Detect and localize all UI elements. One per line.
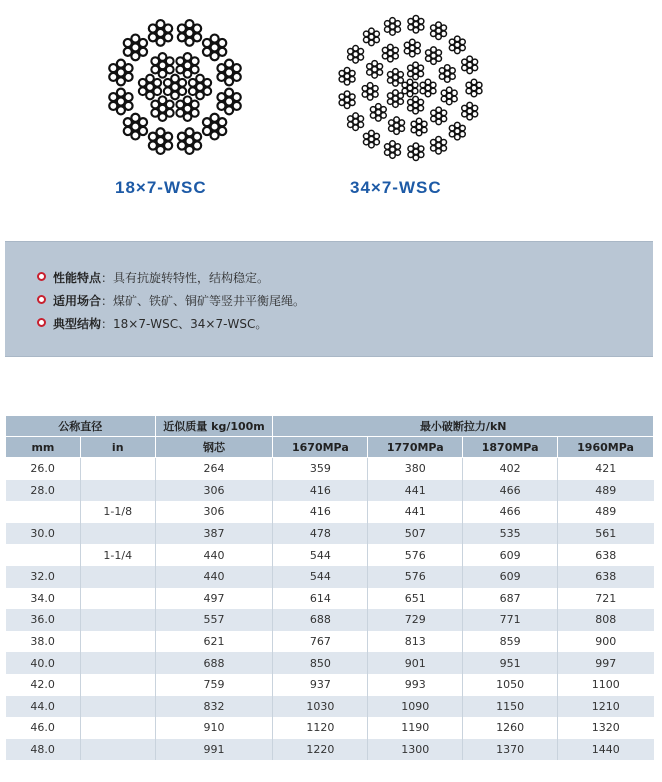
table-row	[6, 652, 654, 674]
rope-caption-18x7: 18×7-WSC	[115, 178, 207, 197]
outer-strand	[449, 122, 465, 140]
table-row	[6, 717, 654, 739]
feature-performance	[53, 269, 269, 286]
header-grade-1870: 1870MPa	[463, 437, 558, 458]
outer-strand	[178, 128, 201, 154]
table-cell: 901	[368, 652, 463, 674]
table-cell	[80, 609, 155, 631]
table-cell: 609	[463, 544, 558, 566]
table-cell: 34.0	[6, 588, 81, 610]
outer-strand	[466, 79, 482, 97]
table-cell: 1-1/4	[80, 544, 155, 566]
table-cell: 264	[155, 458, 273, 480]
table-cell	[80, 566, 155, 588]
table-cell: 1260	[463, 717, 558, 739]
middle-strand	[411, 118, 427, 136]
table-cell: 991	[155, 739, 273, 761]
table-cell: 850	[273, 652, 368, 674]
inner-strand	[189, 75, 211, 100]
table-cell: 46.0	[6, 717, 81, 739]
table-cell: 832	[155, 696, 273, 718]
table-cell: 26.0	[6, 458, 81, 480]
table-cell: 688	[273, 609, 368, 631]
feature-label: 适用场合	[53, 294, 102, 308]
table-row	[6, 609, 654, 631]
header-steel-core: 钢芯	[155, 437, 273, 458]
header-grade-1770: 1770MPa	[368, 437, 463, 458]
table-row	[6, 480, 654, 502]
table-cell: 910	[155, 717, 273, 739]
inner-strand	[176, 96, 198, 121]
outer-strand	[217, 89, 240, 115]
inner-strand	[387, 90, 403, 108]
table-row	[6, 458, 654, 480]
table-cell: 900	[558, 631, 654, 653]
table-cell	[80, 717, 155, 739]
header-weight: 近似质量 kg/100m	[155, 416, 273, 437]
table-cell: 576	[368, 566, 463, 588]
table-cell: 440	[155, 566, 273, 588]
outer-strand	[363, 28, 379, 46]
table-cell: 1100	[558, 674, 654, 696]
outer-strand	[217, 60, 240, 86]
outer-strand	[462, 102, 478, 120]
table-cell: 489	[558, 480, 654, 502]
table-cell	[6, 501, 81, 523]
table-cell: 1-1/8	[80, 501, 155, 523]
bullet-icon	[37, 318, 46, 327]
bullet-icon	[37, 295, 46, 304]
middle-strand	[439, 65, 455, 83]
table-cell	[80, 739, 155, 761]
outer-strand	[124, 114, 147, 140]
inner-strand	[408, 96, 424, 114]
middle-strand	[370, 104, 386, 122]
table-row	[6, 544, 654, 566]
outer-strand	[149, 20, 172, 46]
table-cell: 721	[558, 588, 654, 610]
rope-caption-34x7: 34×7-WSC	[350, 178, 442, 197]
table-cell: 544	[273, 544, 368, 566]
rope-18x7-wsc-cross-section	[90, 5, 260, 170]
inner-strand	[151, 53, 173, 78]
table-cell: 380	[368, 458, 463, 480]
core-strand	[402, 79, 418, 97]
table-cell: 576	[368, 544, 463, 566]
middle-strand	[426, 47, 442, 65]
table-cell: 440	[155, 544, 273, 566]
table-cell	[80, 458, 155, 480]
rope-34x7-wsc-cross-section	[325, 8, 495, 173]
outer-strand	[339, 67, 355, 85]
table-cell	[80, 674, 155, 696]
table-cell: 638	[558, 544, 654, 566]
table-cell: 638	[558, 566, 654, 588]
inner-strand	[151, 96, 173, 121]
table-cell: 609	[463, 566, 558, 588]
middle-strand	[362, 83, 378, 101]
header-grade-1670: 1670MPa	[273, 437, 368, 458]
table-cell: 359	[273, 458, 368, 480]
outer-strand	[339, 91, 355, 109]
table-cell: 416	[273, 480, 368, 502]
outer-strand	[348, 46, 364, 64]
table-cell: 1120	[273, 717, 368, 739]
table-cell	[6, 544, 81, 566]
table-cell: 42.0	[6, 674, 81, 696]
table-cell: 937	[273, 674, 368, 696]
table-cell	[80, 631, 155, 653]
middle-strand	[389, 117, 405, 135]
table-header-row	[6, 416, 654, 437]
table-cell: 466	[463, 501, 558, 523]
table-cell: 1320	[558, 717, 654, 739]
outer-strand	[203, 35, 226, 61]
outer-strand	[385, 18, 401, 36]
outer-strand	[124, 35, 147, 61]
feature-application	[53, 292, 305, 309]
middle-strand	[382, 44, 398, 62]
table-cell: 651	[368, 588, 463, 610]
middle-strand	[404, 39, 420, 57]
feature-text: ：18×7-WSC、34×7-WSC。	[101, 317, 268, 331]
outer-strand	[348, 113, 364, 131]
table-body	[6, 458, 654, 761]
table-cell: 441	[368, 480, 463, 502]
table-subheader-row	[6, 437, 654, 458]
inner-strand	[408, 62, 424, 80]
core-strand	[164, 75, 186, 100]
table-cell: 466	[463, 480, 558, 502]
table-cell: 1370	[463, 739, 558, 761]
table-cell: 32.0	[6, 566, 81, 588]
table-cell: 507	[368, 523, 463, 545]
table-cell: 813	[368, 631, 463, 653]
table-cell: 997	[558, 652, 654, 674]
table-cell: 1050	[463, 674, 558, 696]
table-row	[6, 631, 654, 653]
table-cell: 387	[155, 523, 273, 545]
outer-strand	[178, 20, 201, 46]
outer-strand	[431, 137, 447, 155]
table-cell: 497	[155, 588, 273, 610]
bullet-icon	[37, 272, 46, 281]
outer-strand	[431, 22, 447, 40]
feature-label: 性能特点	[53, 271, 102, 285]
header-breaking-force: 最小破断拉力/kN	[273, 416, 654, 437]
table-cell: 28.0	[6, 480, 81, 502]
table-cell: 402	[463, 458, 558, 480]
outer-strand	[363, 130, 379, 148]
spec-table	[5, 415, 654, 760]
inner-strand	[139, 75, 161, 100]
table-cell: 38.0	[6, 631, 81, 653]
outer-strand	[109, 60, 132, 86]
outer-strand	[408, 143, 424, 161]
table-cell: 759	[155, 674, 273, 696]
outer-strand	[385, 141, 401, 159]
outer-strand	[203, 114, 226, 140]
table-cell: 1300	[368, 739, 463, 761]
header-mm: mm	[6, 437, 81, 458]
table-row	[6, 588, 654, 610]
table-cell: 306	[155, 480, 273, 502]
inner-strand	[420, 79, 436, 97]
inner-strand	[176, 53, 198, 78]
middle-strand	[367, 61, 383, 79]
table-cell: 535	[463, 523, 558, 545]
table-cell: 621	[155, 631, 273, 653]
inner-strand	[387, 69, 403, 87]
table-cell: 478	[273, 523, 368, 545]
table-row	[6, 566, 654, 588]
outer-strand	[408, 16, 424, 34]
table-row	[6, 501, 654, 523]
middle-strand	[441, 87, 457, 105]
table-cell: 859	[463, 631, 558, 653]
table-cell: 30.0	[6, 523, 81, 545]
table-cell	[80, 696, 155, 718]
table-cell: 1030	[273, 696, 368, 718]
table-cell: 687	[463, 588, 558, 610]
table-cell: 993	[368, 674, 463, 696]
table-cell: 44.0	[6, 696, 81, 718]
table-cell: 416	[273, 501, 368, 523]
table-cell: 1150	[463, 696, 558, 718]
table-cell: 557	[155, 609, 273, 631]
table-cell: 421	[558, 458, 654, 480]
table-cell: 951	[463, 652, 558, 674]
table-cell: 1090	[368, 696, 463, 718]
table-cell: 40.0	[6, 652, 81, 674]
table-row	[6, 739, 654, 761]
feature-text: ：具有抗旋转特性，结构稳定。	[101, 271, 270, 285]
table-cell: 1440	[558, 739, 654, 761]
features-panel	[5, 241, 653, 357]
outer-strand	[149, 128, 172, 154]
outer-strand	[462, 56, 478, 74]
table-cell: 808	[558, 609, 654, 631]
table-cell: 767	[273, 631, 368, 653]
table-cell: 688	[155, 652, 273, 674]
table-cell: 1220	[273, 739, 368, 761]
table-cell	[80, 523, 155, 545]
table-row	[6, 696, 654, 718]
table-cell: 441	[368, 501, 463, 523]
table-cell	[80, 480, 155, 502]
table-cell	[80, 588, 155, 610]
header-grade-1960: 1960MPa	[558, 437, 654, 458]
outer-strand	[449, 36, 465, 54]
header-in: in	[80, 437, 155, 458]
table-cell: 771	[463, 609, 558, 631]
outer-strand	[109, 89, 132, 115]
table-cell	[80, 652, 155, 674]
feature-text: ：煤矿、铁矿、铜矿等竖井平衡尾绳。	[101, 294, 306, 308]
table-cell: 544	[273, 566, 368, 588]
table-cell: 306	[155, 501, 273, 523]
table-cell: 36.0	[6, 609, 81, 631]
table-row	[6, 523, 654, 545]
table-cell: 561	[558, 523, 654, 545]
table-cell: 489	[558, 501, 654, 523]
table-cell: 1210	[558, 696, 654, 718]
table-row	[6, 674, 654, 696]
table-cell: 729	[368, 609, 463, 631]
feature-structure	[53, 315, 267, 332]
table-cell: 614	[273, 588, 368, 610]
header-diameter: 公称直径	[6, 416, 156, 437]
table-cell: 1190	[368, 717, 463, 739]
feature-label: 典型结构	[53, 317, 102, 331]
middle-strand	[431, 107, 447, 125]
table-cell: 48.0	[6, 739, 81, 761]
